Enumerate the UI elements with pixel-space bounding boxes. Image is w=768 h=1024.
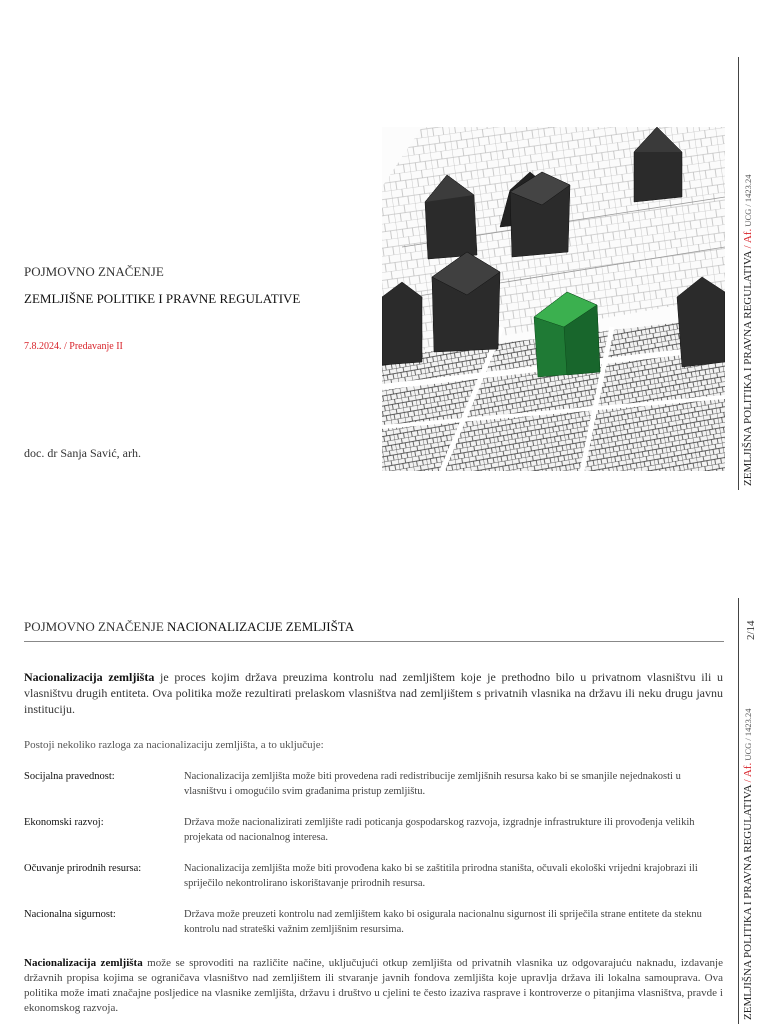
slide1-date: 7.8.2024. / Predavanje II — [24, 341, 123, 352]
reason-text: Država može preuzeti kontrolu nad zemljištem kako bi osigurala nacionalnu sigurnost ili spriječila strane entitete da steknu kontrolu nad strateški važnim zemljišnim resursima. — [184, 909, 702, 935]
reason-row — [24, 815, 724, 849]
slide2-intro — [24, 669, 723, 717]
slide2-heading — [24, 619, 354, 635]
heading-main: NACIONALIZACIJE ZEMLJIŠTA — [167, 619, 355, 634]
slide1-side-caption — [742, 174, 754, 486]
side-code: UCG / 1423.24 — [743, 174, 753, 229]
side-af: Af. — [742, 762, 754, 778]
cover-photo — [382, 127, 725, 471]
reason-row — [24, 861, 724, 895]
reason-text: Nacionalizacija zemljišta može biti provedena radi redistribucije zemljišnih resursa kako bi se smanjile nejednakosti u vlasništvu i omogućilo svim građanima pristup zemljištu. — [184, 771, 681, 797]
reason-term: Ekonomski razvoj: — [24, 817, 104, 828]
side-af: Af. — [742, 228, 754, 244]
slide2-side-rule — [738, 598, 739, 1024]
slide1-author: doc. dr Sanja Savić, arh. — [24, 446, 141, 460]
slide1-side-rule — [738, 57, 739, 490]
reason-term: Nacionalna sigurnost: — [24, 909, 116, 920]
slide2-heading-rule — [24, 641, 724, 642]
slide2-lead: Postoji nekoliko razloga za nacionalizaciju zemljišta, a to uključuje: — [24, 739, 324, 751]
heading-prefix: POJMOVNO ZNAČENJE — [24, 619, 164, 634]
reason-text: Država može nacionalizirati zemljište radi poticanja gospodarskog razvoja, izgradnje infrastrukture ili provođenja velikih projekata od nacionalnog interesa. — [184, 817, 695, 843]
side-separator: / — [742, 243, 754, 252]
map-with-houses-illustration — [382, 127, 725, 471]
slide1-title: ZEMLJIŠNE POLITIKE I PRAVNE REGULATIVE — [24, 291, 301, 306]
reason-term: Očuvanje prirodnih resursa: — [24, 863, 142, 874]
side-title: ZEMLJIŠNA POLITIKA I PRAVNA REGULATIVA — [742, 251, 754, 486]
slide2-outro — [24, 956, 723, 1016]
slide1-kicker: POJMOVNO ZNAČENJE — [24, 264, 164, 279]
side-title: ZEMLJIŠNA POLITIKA I PRAVNA REGULATIVA — [742, 785, 754, 1020]
reason-row — [24, 907, 724, 941]
page-number: 2/14 — [745, 620, 757, 640]
reason-text: Nacionalizacija zemljišta može biti provođena kako bi se zaštitila prirodna staništa, očuvali ekološki vrijedni krajobrazi ili spriječilo nekontrolirano iskorištavanje prirodnih resursa. — [184, 863, 698, 889]
reason-row — [24, 769, 724, 803]
outro-term: Nacionalizacija zemljišta — [24, 957, 143, 969]
intro-term: Nacionalizacija zemljišta — [24, 670, 155, 684]
side-separator: / — [742, 777, 754, 786]
side-code: UCG / 1423.24 — [743, 708, 753, 763]
slide2-side-caption — [742, 708, 754, 1020]
intro-text: je proces kojim država preuzima kontrolu nad zemljištem koje je prethodno bilo u privatnom vlasništvu ili u vlasništvu drugih entiteta. Ova politika može rezultirati prelaskom vlasništva nad zemljištem s privatnih vlasnika na državu ili neku drugu javnu instituciju. — [24, 670, 723, 716]
outro-text: može se sprovoditi na različite načine, uključujući otkup zemljišta od privatnih vlasnika uz odgovarajuću naknadu, izdavanje državnih propisa kojima se ograničava vlasništvo nad zemljištem ili stvaranje javnih fondova zemljišta koje upravlja država ili lokalna samouprava. Ova politika može imati značajne posljedice na vlasnike zemljišta, državu i društvo u cjelini te često izaziva rasprave i kontroverze o pitanjima vlasništva, pravde i ekonomskog razvoja. — [24, 957, 723, 1014]
reason-term: Socijalna pravednost: — [24, 771, 115, 782]
